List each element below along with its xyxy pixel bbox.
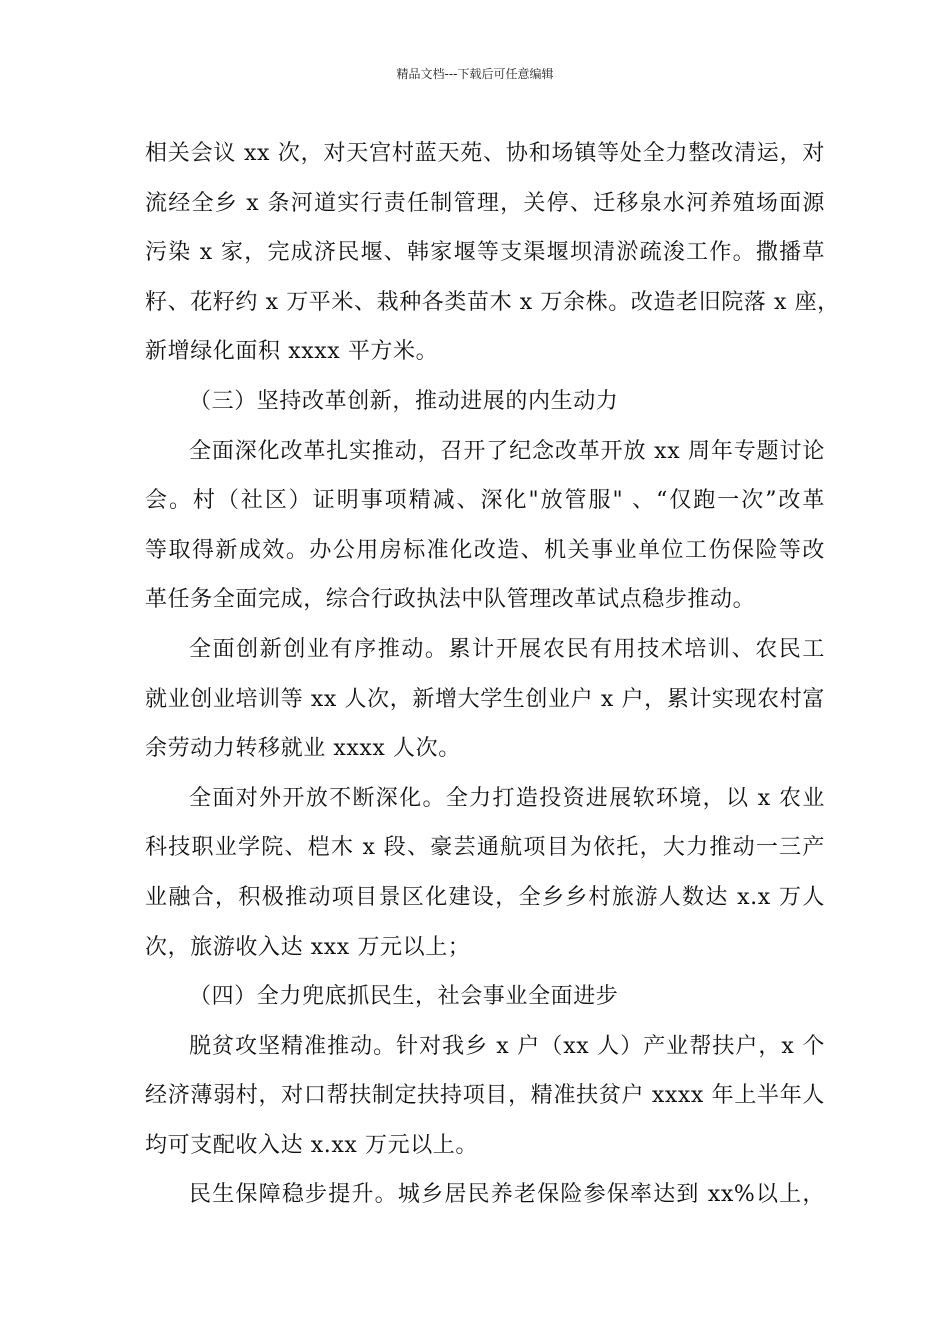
text-line: 相关会议 xx 次，对天宫村蓝天苑、协和场镇等处全力整改清运，对	[145, 141, 825, 166]
text-line: 全面创新创业有序推动。累计开展农民有用技术培训、农民工	[189, 636, 825, 662]
text-line: 就业创业培训等 xx 人次，新增大学生创业户 x 户，累计实现农村富	[145, 686, 825, 712]
text-line: 业融合，积极推动项目景区化建设，全乡乡村旅游人数达 x.x 万人	[145, 884, 825, 910]
text-line: 新增绿化面积 xxxx 平方米。	[145, 339, 439, 365]
body-lines	[145, 129, 840, 1220]
text-line: 全面对外开放不断深化。全力打造投资进展软环境，以 x 农业	[189, 785, 825, 811]
document-body	[145, 129, 840, 1220]
text-line: 污染 x 家，完成济民堰、韩家堰等支渠堰坝清淤疏浚工作。撒播草	[145, 240, 825, 266]
text-line: 脱贫攻坚精准推动。针对我乡 x 户（xx 人）产业帮扶户，x 个	[189, 1033, 825, 1059]
text-line: 均可支配收入达 x.xx 万元以上。	[145, 1132, 479, 1158]
text-line: 民生保障稳步提升。城乡居民养老保险参保率达到 xx%以上，	[189, 1182, 825, 1208]
text-line: 籽、花籽约 x 万平米、栽种各类苗木 x 万余株。改造老旧院落 x 座，	[145, 289, 840, 315]
text-line: （四）全力兜底抓民生，社会事业全面进步	[189, 984, 619, 1010]
page-header: 精品文档---下载后可任意编辑	[396, 67, 554, 81]
text-line: 余劳动力转移就业 xxxx 人次。	[145, 736, 461, 762]
text-line: 会。村（社区）证明事项精减、深化"放管服" 、“仅跑一次”改革	[145, 488, 825, 514]
text-line: 全面深化改革扎实推动，召开了纪念改革开放 xx 周年专题讨论	[189, 438, 825, 464]
text-line: 流经全乡 x 条河道实行责任制管理，关停、迁移泉水河养殖场面源	[145, 190, 825, 216]
text-line: 经济薄弱村，对口帮扶制定扶持项目，精准扶贫户 xxxx 年上半年人	[145, 1083, 825, 1109]
text-line: 科技职业学院、桤木 x 段、豪芸通航项目为依托，大力推动一三产	[145, 835, 825, 861]
text-line: 等取得新成效。办公用房标准化改造、机关事业单位工伤保险等改	[145, 537, 825, 563]
text-line: 次，旅游收入达 xxx 万元以上；	[145, 934, 471, 960]
text-line: （三）坚持改革创新，推动进展的内生动力	[189, 388, 619, 414]
text-line: 革任务全面完成，综合行政执法中队管理改革试点稳步推动。	[145, 587, 756, 613]
